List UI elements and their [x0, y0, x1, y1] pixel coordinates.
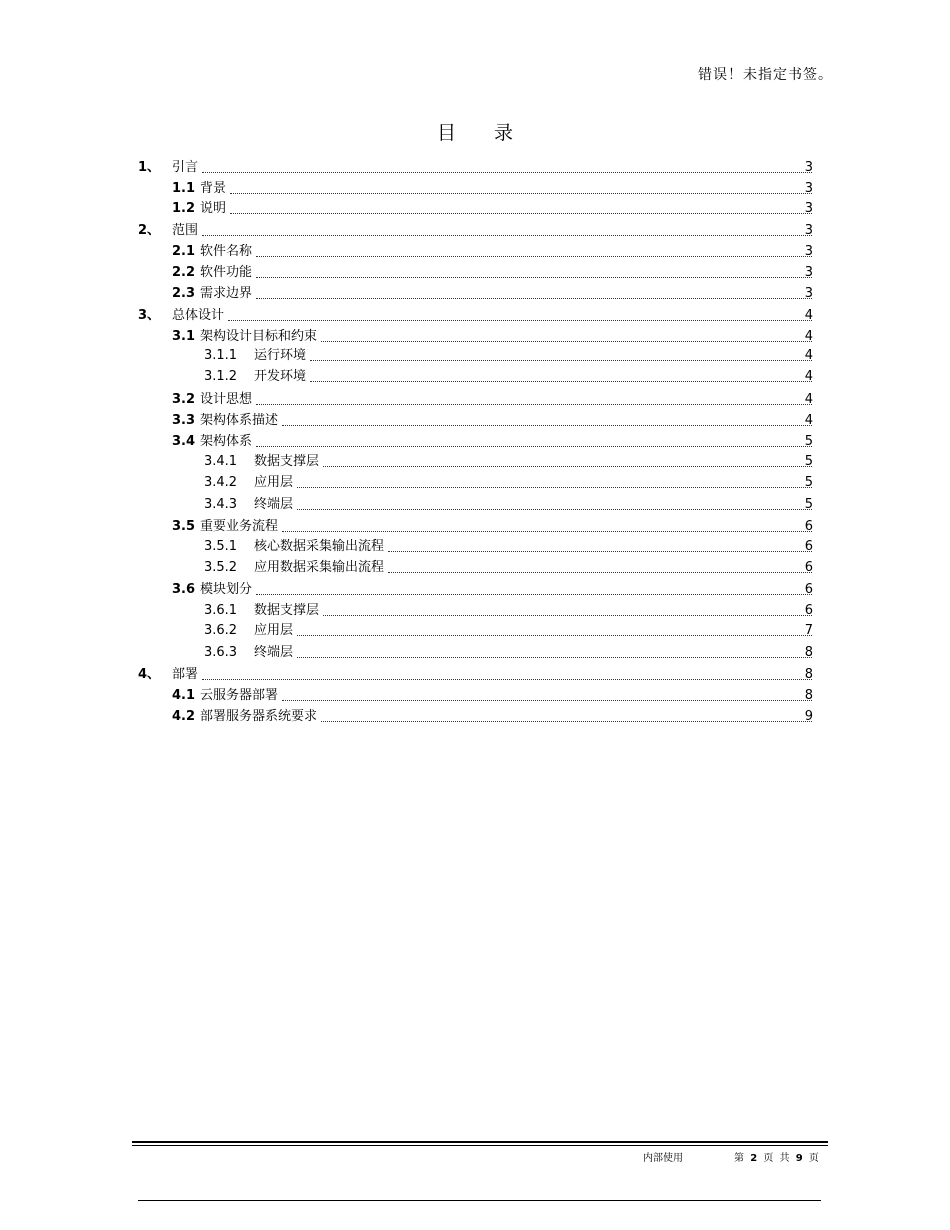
toc-entry[interactable]: [0, 473, 950, 493]
toc-entry-title: 说明: [200, 201, 227, 216]
toc-entry-title: 架构体系: [200, 434, 253, 449]
footer-page-total: 9: [795, 1153, 803, 1164]
toc-entry[interactable]: [0, 517, 950, 537]
toc-dot-leader: [282, 411, 812, 431]
toc-dot-leader: [323, 601, 812, 621]
toc-title-char-2: 录: [494, 122, 514, 144]
toc-entry[interactable]: [0, 411, 950, 431]
toc-entry-number: 3.6.1: [204, 603, 238, 618]
toc-entry-title: 部署: [172, 667, 199, 682]
toc-entry[interactable]: [0, 327, 950, 347]
toc-entry-page: 3: [804, 223, 813, 238]
toc-entry-page: 4: [804, 413, 813, 428]
toc-entry[interactable]: [0, 537, 950, 557]
footer-internal-use: 内部使用: [643, 1153, 683, 1164]
toc-dot-leader: [282, 686, 812, 706]
toc-entry-title: 需求边界: [200, 286, 253, 301]
toc-entry-page: 9: [804, 709, 813, 724]
footer-page-prefix: 第: [734, 1153, 744, 1164]
toc-entry-number: 2.3: [172, 286, 196, 301]
toc-entry-page: 3: [804, 244, 813, 259]
toc-entry[interactable]: [0, 643, 950, 663]
toc-title: [0, 118, 950, 145]
toc-entry-title: 云服务器部署: [200, 688, 279, 703]
toc-dot-leader: [321, 327, 812, 347]
toc-entry-title: 重要业务流程: [200, 519, 279, 534]
toc-entry-number: 3、: [138, 308, 161, 323]
toc-dot-leader: [202, 221, 812, 241]
toc-entry-title: 总体设计: [172, 308, 225, 323]
toc-entry-title: 应用数据采集输出流程: [254, 560, 385, 575]
toc-entry-page: 6: [804, 560, 813, 575]
toc-entry-title: 核心数据采集输出流程: [254, 539, 385, 554]
toc-entry-page: 7: [804, 623, 813, 638]
toc-dot-leader: [321, 707, 812, 727]
toc-dot-leader: [297, 643, 812, 663]
toc-dot-leader: [297, 473, 812, 493]
toc-entry[interactable]: [0, 707, 950, 727]
toc-entry-page: 3: [804, 265, 813, 280]
toc-dot-leader: [323, 452, 812, 472]
toc-entry-title: 应用层: [254, 623, 294, 638]
toc-entry[interactable]: [0, 495, 950, 515]
toc-entry-title: 背景: [200, 181, 227, 196]
toc-entry-title: 软件功能: [200, 265, 253, 280]
toc-entry-number: 3.1.2: [204, 369, 238, 384]
toc-dot-leader: [256, 263, 812, 283]
toc-entry-page: 3: [804, 201, 813, 216]
toc-dot-leader: [297, 621, 812, 641]
toc-entry-number: 3.5: [172, 519, 196, 534]
toc-entry-number: 3.6: [172, 582, 196, 597]
toc-entry-number: 3.6.3: [204, 645, 238, 660]
toc-entry[interactable]: [0, 158, 950, 178]
toc-entry-number: 2、: [138, 223, 161, 238]
toc-entry-page: 8: [804, 688, 813, 703]
toc-entry[interactable]: [0, 284, 950, 304]
toc-entry[interactable]: [0, 580, 950, 600]
toc-entry-title: 开发环境: [254, 369, 307, 384]
toc-entry-number: 1.1: [172, 181, 196, 196]
toc-entry[interactable]: [0, 306, 950, 326]
toc-entry-title: 模块划分: [200, 582, 253, 597]
toc-entry-title: 终端层: [254, 497, 294, 512]
toc-dot-leader: [256, 580, 812, 600]
toc-entry-page: 5: [804, 434, 813, 449]
toc-entry-number: 3.6.2: [204, 623, 238, 638]
toc-entry-page: 3: [804, 160, 813, 175]
toc-entry-page: 4: [804, 308, 813, 323]
toc-dot-leader: [388, 537, 812, 557]
bottom-divider: [138, 1200, 821, 1201]
toc-entry-page: 8: [804, 667, 813, 682]
toc-dot-leader: [230, 179, 812, 199]
toc-entry-page: 3: [804, 181, 813, 196]
toc-entry-title: 部署服务器系统要求: [200, 709, 318, 724]
toc-entry-number: 3.4.3: [204, 497, 238, 512]
toc-dot-leader: [256, 284, 812, 304]
toc-entry[interactable]: [0, 621, 950, 641]
toc-entry-number: 3.4: [172, 434, 196, 449]
toc-entry-page: 6: [804, 582, 813, 597]
toc-entry[interactable]: [0, 601, 950, 621]
toc-entry-title: 架构体系描述: [200, 413, 279, 428]
toc-entry-title: 范围: [172, 223, 199, 238]
toc-entry-title: 终端层: [254, 645, 294, 660]
toc-entry-page: 3: [804, 286, 813, 301]
toc-dot-leader: [388, 558, 812, 578]
toc-entry-title: 设计思想: [200, 392, 253, 407]
toc-entry[interactable]: [0, 242, 950, 262]
toc-entry-title: 应用层: [254, 475, 294, 490]
footer-page-current: 2: [750, 1153, 758, 1164]
toc-entry-title: 运行环境: [254, 348, 307, 363]
toc-title-char-1: 目: [436, 122, 456, 144]
toc-dot-leader: [310, 346, 812, 366]
toc-entry[interactable]: [0, 390, 950, 410]
footer-page-mid: 页 共: [763, 1153, 790, 1164]
toc-entry-title: 数据支撑层: [254, 454, 320, 469]
toc-entry-page: 6: [804, 603, 813, 618]
toc-entry-number: 3.1.1: [204, 348, 238, 363]
toc-entry-number: 3.3: [172, 413, 196, 428]
toc-entry[interactable]: [0, 452, 950, 472]
toc-dot-leader: [230, 199, 812, 219]
toc-dot-leader: [202, 158, 812, 178]
toc-dot-leader: [202, 665, 812, 685]
toc-entry[interactable]: [0, 179, 950, 199]
toc-dot-leader: [297, 495, 812, 515]
toc-entry[interactable]: [0, 367, 950, 387]
toc-entry[interactable]: [0, 432, 950, 452]
toc-entry-page: 8: [804, 645, 813, 660]
toc-entry-page: 5: [804, 454, 813, 469]
toc-entry-title: 数据支撑层: [254, 603, 320, 618]
header-error-text: 错误！未指定书签。: [698, 67, 833, 83]
footer-page-suffix: 页: [808, 1153, 819, 1164]
toc-entry-page: 5: [804, 497, 813, 512]
toc-entry-number: 1、: [138, 160, 161, 175]
toc-entry[interactable]: [0, 686, 950, 706]
toc-entry[interactable]: [0, 263, 950, 283]
toc-entry-title: 软件名称: [200, 244, 253, 259]
toc-entry-number: 4.2: [172, 709, 196, 724]
footer-divider-thin: [132, 1145, 828, 1146]
toc-entry-page: 6: [804, 519, 813, 534]
toc-entry-page: 5: [804, 475, 813, 490]
toc-entry-number: 2.2: [172, 265, 196, 280]
toc-entry-page: 4: [804, 348, 813, 363]
toc-entry[interactable]: [0, 665, 950, 685]
toc-entry[interactable]: [0, 221, 950, 241]
toc-entry-number: 3.4.1: [204, 454, 238, 469]
toc-entry-number: 1.2: [172, 201, 196, 216]
toc-dot-leader: [310, 367, 812, 387]
toc-entry-number: 3.1: [172, 329, 196, 344]
toc-dot-leader: [256, 390, 812, 410]
toc-entry-page: 4: [804, 369, 813, 384]
toc-entry-number: 4、: [138, 667, 161, 682]
toc-entry-page: 4: [804, 329, 813, 344]
toc-dot-leader: [228, 306, 812, 326]
footer-page-number: [734, 1149, 819, 1164]
toc-entry[interactable]: [0, 558, 950, 578]
toc-entry-title: 引言: [172, 160, 199, 175]
toc-entry-page: 4: [804, 392, 813, 407]
toc-entry-number: 2.1: [172, 244, 196, 259]
toc-entry-number: 3.5.2: [204, 560, 238, 575]
toc-entry-page: 6: [804, 539, 813, 554]
toc-dot-leader: [282, 517, 812, 537]
toc-entry[interactable]: [0, 346, 950, 366]
footer-divider-thick: [132, 1141, 828, 1143]
toc-entry-number: 4.1: [172, 688, 196, 703]
toc-entry[interactable]: [0, 199, 950, 219]
toc-entry-number: 3.5.1: [204, 539, 238, 554]
toc-entry-title: 架构设计目标和约束: [200, 329, 318, 344]
toc-dot-leader: [256, 432, 812, 452]
toc-entry-number: 3.4.2: [204, 475, 238, 490]
toc-dot-leader: [256, 242, 812, 262]
toc-entry-number: 3.2: [172, 392, 196, 407]
